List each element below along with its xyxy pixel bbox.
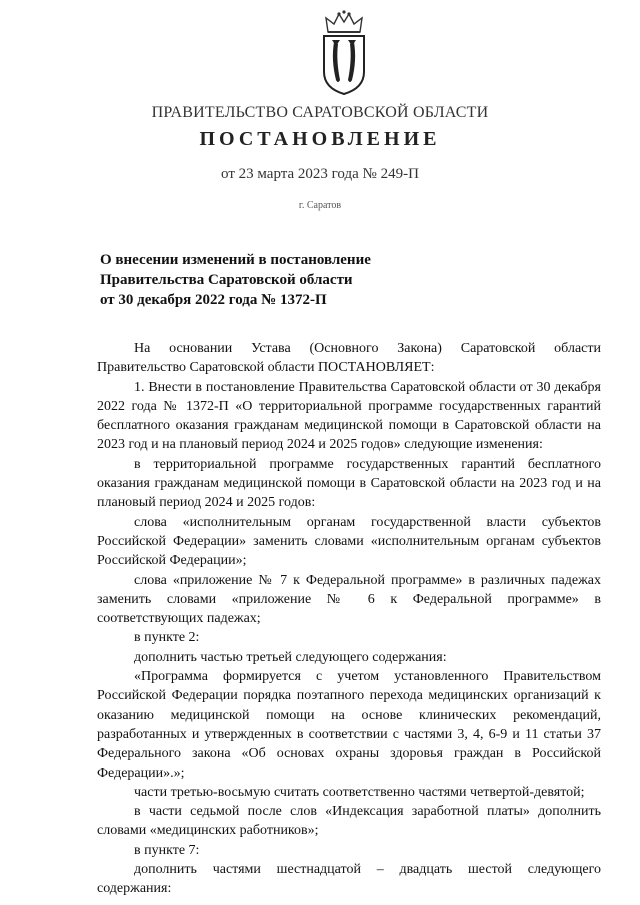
- subject-line: Правительства Саратовской области: [100, 272, 353, 288]
- organization-name: ПРАВИТЕЛЬСТВО САРАТОВСКОЙ ОБЛАСТИ: [151, 104, 489, 121]
- body-paragraph: в пункте 2:: [134, 630, 200, 646]
- body-paragraph: в части седьмой после слов «Индексация заработной платы» дополнить словами «медицинских работников»;: [97, 804, 601, 839]
- body-paragraph: На основании Устава (Основного Закона) Саратовской области Правительство Саратовской области ПОСТАНОВЛЯЕТ:: [97, 341, 601, 376]
- subject-line: от 30 декабря 2022 года № 1372-П: [100, 292, 327, 308]
- body-paragraph: в пункте 7:: [134, 842, 200, 858]
- body-paragraph: части третью-восьмую считать соответственно частями четвертой-девятой;: [134, 784, 585, 800]
- document-body: [97, 339, 601, 899]
- body-paragraph: слова «исполнительным органам государственной власти субъектов Российской Федерации» заменить словами «исполнительным органам субъектов Российской Федерации»;: [97, 514, 601, 569]
- saratov-coat-of-arms-icon: [318, 10, 370, 96]
- body-paragraph: 1. Внести в постановление Правительства Саратовской области от 30 декабря 2022 года № 1372-П «О территориальной программе государственных гарантий бесплатного оказания гражданам медицинской помощи в Саратовской области на 2023 год и на плановый период 2024 и 2025 годов» следующие изменения:: [97, 379, 601, 453]
- document-city: г. Саратов: [298, 200, 342, 211]
- body-paragraph: дополнить частью третьей следующего содержания:: [134, 649, 447, 665]
- body-paragraph: «Программа формируется с учетом установленного Правительством Российской Федерации порядка поэтапного перехода медицинских организаций к оказанию медицинской помощи на основе клинических рекомендаций, разработанных и утвержденных в соответствии с частями 3, 4, 6-9 и 11 статьи 37 Федерального закона «Об основах охраны здоровья граждан в Российской Федерации».»;: [97, 669, 601, 781]
- body-paragraph: дополнить частями шестнадцатой – двадцать шестой следующего содержания:: [97, 862, 601, 897]
- body-paragraph: в территориальной программе государственных гарантий бесплатного оказания гражданам медицинской помощи в Саратовской области на 2023 год и на плановый период 2024 и 2025 годов:: [97, 456, 601, 511]
- document-subject: [100, 250, 520, 310]
- document-date-number: от 23 марта 2023 года № 249-П: [221, 166, 419, 182]
- body-paragraph: слова «приложение № 7 к Федеральной программе» в различных падежах заменить словами «приложение № 6 к Федеральной программе» в соответствующих падежах;: [97, 572, 601, 627]
- document-type: ПОСТАНОВЛЕНИЕ: [199, 128, 441, 150]
- subject-line: О внесении изменений в постановление: [100, 252, 371, 268]
